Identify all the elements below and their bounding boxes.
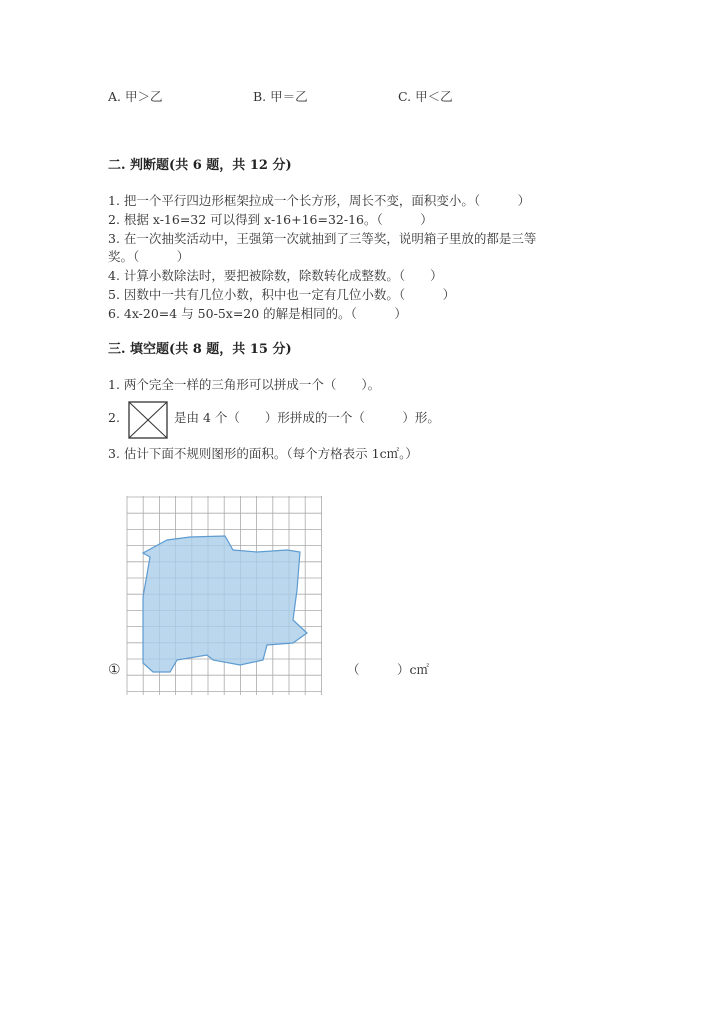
fill-item-2-number: 2.: [108, 410, 120, 425]
irregular-blob: [143, 536, 307, 672]
judge-item-3: 3. 在一次抽奖活动中，王强第一次就抽到了三等奖，说明箱子里放的都是三等: [108, 231, 537, 246]
choice-c: C. 甲＜乙: [398, 89, 453, 104]
judge-item-5: 5. 因数中一共有几位小数，积中也一定有几位小数。（ ）: [108, 287, 456, 302]
judge-item-2: 2. 根据 x-16=32 可以得到 x-16+16=32-16。（ ）: [108, 212, 433, 227]
section3-title: 三. 填空题(共 8 题，共 15 分): [108, 342, 292, 357]
choice-b: B. 甲＝乙: [253, 89, 308, 104]
judge-item-4: 4. 计算小数除法时，要把被除数，除数转化成整数。（ ）: [108, 268, 443, 283]
choice-a: A. 甲＞乙: [108, 89, 163, 104]
square-diagonals-figure: [128, 401, 168, 439]
section2-title: 二. 判断题(共 6 题，共 12 分): [108, 158, 292, 173]
fill-item-1: 1. 两个完全一样的三角形可以拼成一个（ ）。: [108, 377, 381, 392]
judge-item-3-cont: 奖。（ ）: [108, 249, 190, 264]
judge-item-6: 6. 4x-20=4 与 50-5x=20 的解是相同的。（ ）: [108, 306, 407, 321]
fill-item-3-label: ①: [108, 662, 121, 678]
irregular-shape-grid: [120, 490, 330, 700]
fill-item-3: 3. 估计下面不规则图形的面积。（每个方格表示 1c㎡。）: [108, 446, 418, 461]
judge-item-1: 1. 把一个平行四边形框架拉成一个长方形，周长不变，面积变小。（ ）: [108, 193, 531, 208]
fill-item-2-text: 是由 4 个（ ）形拼成的一个（ ）形。: [174, 410, 440, 425]
fill-item-3-answer: （ ）c㎡: [347, 662, 430, 677]
